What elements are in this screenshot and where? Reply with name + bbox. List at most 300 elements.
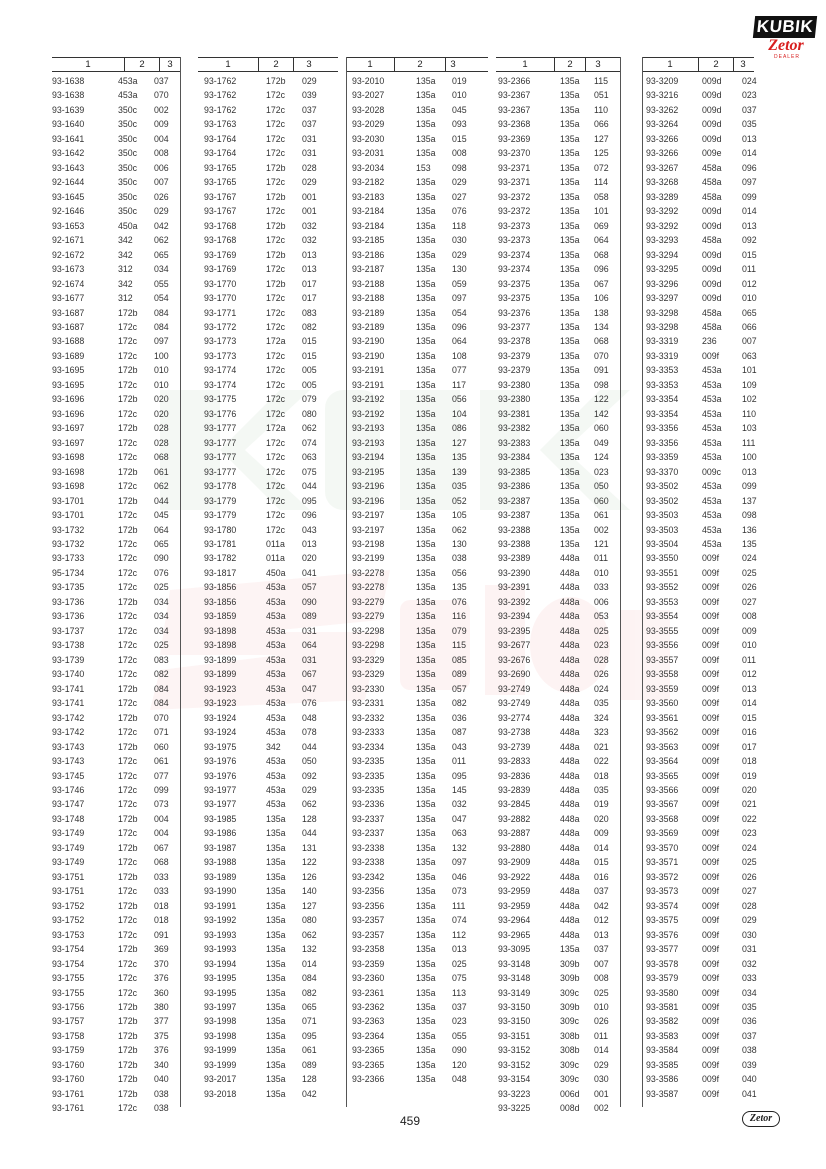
position-ref: 031 bbox=[302, 133, 317, 144]
position-ref: 056 bbox=[452, 394, 467, 405]
part-number: 93-3503 bbox=[646, 524, 679, 535]
position-ref: 096 bbox=[302, 510, 317, 521]
position-ref: 035 bbox=[742, 1002, 757, 1012]
position-ref: 033 bbox=[154, 886, 169, 897]
position-ref: 360 bbox=[154, 987, 169, 998]
part-number: 93-1898 bbox=[204, 640, 237, 651]
part-number: 93-2749 bbox=[498, 683, 531, 694]
part-number: 93-1641 bbox=[52, 133, 85, 144]
part-number: 93-1994 bbox=[204, 958, 237, 969]
figure-ref: 135a bbox=[416, 1074, 436, 1085]
figure-ref: 009f bbox=[702, 698, 720, 709]
position-ref: 032 bbox=[452, 799, 467, 810]
figure-ref: 135a bbox=[416, 524, 436, 535]
part-number: 93-2739 bbox=[498, 741, 531, 752]
position-ref: 135 bbox=[452, 582, 467, 593]
position-ref: 092 bbox=[742, 235, 757, 246]
figure-ref: 135a bbox=[416, 510, 436, 521]
part-number: 93-2189 bbox=[352, 321, 385, 332]
part-number: 93-1742 bbox=[52, 712, 85, 723]
part-number: 93-1993 bbox=[204, 944, 237, 955]
figure-ref: 009f bbox=[702, 654, 720, 665]
position-ref: 023 bbox=[742, 828, 757, 839]
part-number: 93-1696 bbox=[52, 408, 85, 419]
part-number: 93-3551 bbox=[646, 567, 679, 578]
figure-ref: 448a bbox=[560, 828, 580, 839]
position-ref: 010 bbox=[742, 293, 757, 304]
figure-ref: 009d bbox=[702, 249, 722, 260]
figure-ref: 135a bbox=[266, 1045, 286, 1056]
position-ref: 037 bbox=[594, 886, 609, 897]
part-number: 93-2377 bbox=[498, 321, 531, 332]
position-ref: 008 bbox=[154, 148, 169, 159]
column-header bbox=[642, 57, 754, 72]
position-ref: 010 bbox=[154, 379, 169, 390]
position-ref: 065 bbox=[154, 249, 169, 260]
part-number: 93-1774 bbox=[204, 379, 237, 390]
part-number: 93-2362 bbox=[352, 1002, 385, 1012]
position-ref: 377 bbox=[154, 1016, 169, 1027]
part-number: 93-2375 bbox=[498, 293, 531, 304]
part-number: 93-3319 bbox=[646, 350, 679, 361]
figure-ref: 458a bbox=[702, 307, 722, 318]
figure-ref: 009d bbox=[702, 90, 722, 101]
figure-ref: 453a bbox=[702, 481, 722, 492]
part-number: 93-2334 bbox=[352, 741, 385, 752]
figure-ref: 448a bbox=[560, 900, 580, 911]
position-ref: 091 bbox=[594, 365, 609, 376]
part-number: 93-2184 bbox=[352, 220, 385, 231]
position-ref: 091 bbox=[154, 929, 169, 940]
part-number: 93-1993 bbox=[204, 929, 237, 940]
part-number: 93-2192 bbox=[352, 408, 385, 419]
figure-ref: 009f bbox=[702, 553, 720, 564]
figure-ref: 172c bbox=[266, 235, 286, 246]
figure-ref: 342 bbox=[118, 249, 133, 260]
position-ref: 004 bbox=[154, 813, 169, 824]
position-ref: 122 bbox=[302, 857, 317, 868]
position-ref: 075 bbox=[452, 973, 467, 984]
part-number: 93-1856 bbox=[204, 582, 237, 593]
position-ref: 020 bbox=[742, 784, 757, 795]
part-number: 93-2187 bbox=[352, 264, 385, 275]
figure-ref: 309b bbox=[560, 973, 580, 984]
position-ref: 034 bbox=[742, 987, 757, 998]
position-ref: 023 bbox=[742, 90, 757, 101]
column-header bbox=[52, 57, 180, 72]
part-number: 93-1698 bbox=[52, 466, 85, 477]
part-number: 93-1763 bbox=[204, 119, 237, 130]
figure-ref: 135a bbox=[266, 987, 286, 998]
part-number: 93-2185 bbox=[352, 235, 385, 246]
figure-ref: 453a bbox=[118, 76, 138, 86]
part-number: 93-2358 bbox=[352, 944, 385, 955]
part-number: 93-2366 bbox=[498, 76, 531, 86]
part-number: 93-3289 bbox=[646, 191, 679, 202]
part-number: 93-2880 bbox=[498, 842, 531, 853]
figure-ref: 009f bbox=[702, 770, 720, 781]
position-ref: 117 bbox=[452, 379, 467, 390]
position-ref: 111 bbox=[742, 437, 756, 448]
part-number: 93-1643 bbox=[52, 162, 85, 173]
part-number: 93-2017 bbox=[204, 1074, 237, 1085]
position-ref: 063 bbox=[302, 452, 317, 463]
part-number: 93-1742 bbox=[52, 727, 85, 738]
figure-ref: 350c bbox=[118, 104, 138, 115]
figure-ref: 135a bbox=[416, 813, 436, 824]
zetor-logo-text: Zetor bbox=[768, 37, 804, 54]
figure-ref: 172b bbox=[266, 220, 286, 231]
part-number: 93-1697 bbox=[52, 423, 85, 434]
figure-ref: 448a bbox=[560, 741, 580, 752]
position-ref: 324 bbox=[594, 712, 609, 723]
part-number: 93-2375 bbox=[498, 278, 531, 289]
part-number: 93-2028 bbox=[352, 104, 385, 115]
part-number: 93-3356 bbox=[646, 423, 679, 434]
position-ref: 095 bbox=[302, 495, 317, 506]
position-ref: 080 bbox=[302, 408, 317, 419]
part-number: 93-2338 bbox=[352, 842, 385, 853]
position-ref: 062 bbox=[302, 423, 317, 434]
position-ref: 038 bbox=[154, 1088, 169, 1099]
figure-ref: 009f bbox=[702, 727, 720, 738]
position-ref: 035 bbox=[594, 784, 609, 795]
part-number: 93-3370 bbox=[646, 466, 679, 477]
figure-ref: 009f bbox=[702, 1002, 720, 1012]
part-number: 93-3558 bbox=[646, 669, 679, 680]
position-ref: 025 bbox=[742, 567, 757, 578]
figure-ref: 448a bbox=[560, 567, 580, 578]
position-ref: 061 bbox=[154, 756, 169, 767]
position-ref: 029 bbox=[594, 1059, 609, 1070]
part-number: 93-1688 bbox=[52, 336, 85, 347]
position-ref: 042 bbox=[154, 220, 169, 231]
position-ref: 071 bbox=[154, 727, 169, 738]
part-number: 93-1976 bbox=[204, 756, 237, 767]
position-ref: 033 bbox=[594, 582, 609, 593]
part-number: 93-1977 bbox=[204, 799, 237, 810]
part-number: 93-2191 bbox=[352, 365, 385, 376]
part-number: 93-3296 bbox=[646, 278, 679, 289]
position-ref: 079 bbox=[302, 394, 317, 405]
part-number: 93-1751 bbox=[52, 886, 85, 897]
figure-ref: 448a bbox=[560, 770, 580, 781]
figure-ref: 172c bbox=[118, 408, 138, 419]
figure-ref: 172c bbox=[118, 727, 138, 738]
position-ref: 027 bbox=[742, 886, 757, 897]
part-number: 93-3209 bbox=[646, 76, 679, 86]
figure-ref: 009f bbox=[702, 625, 720, 636]
figure-ref: 172c bbox=[266, 466, 286, 477]
position-ref: 083 bbox=[302, 307, 317, 318]
figure-ref: 135a bbox=[266, 842, 286, 853]
part-number: 93-2335 bbox=[352, 784, 385, 795]
part-number: 93-1760 bbox=[52, 1059, 85, 1070]
figure-ref: 009f bbox=[702, 857, 720, 868]
figure-ref: 135a bbox=[560, 321, 580, 332]
part-number: 93-1760 bbox=[52, 1074, 85, 1085]
part-number: 93-1754 bbox=[52, 958, 85, 969]
part-number: 93-1779 bbox=[204, 495, 237, 506]
position-ref: 062 bbox=[154, 481, 169, 492]
position-ref: 026 bbox=[742, 582, 757, 593]
part-number: 93-2959 bbox=[498, 886, 531, 897]
position-ref: 010 bbox=[742, 640, 757, 651]
position-ref: 037 bbox=[742, 1030, 757, 1041]
part-number: 93-1689 bbox=[52, 350, 85, 361]
figure-ref: 172c bbox=[118, 321, 138, 332]
part-number: 93-1749 bbox=[52, 828, 85, 839]
position-ref: 026 bbox=[742, 871, 757, 882]
figure-ref: 135a bbox=[560, 76, 580, 86]
part-number: 93-1768 bbox=[204, 235, 237, 246]
figure-ref: 135a bbox=[266, 958, 286, 969]
position-ref: 114 bbox=[594, 177, 609, 188]
position-ref: 111 bbox=[452, 900, 466, 911]
position-ref: 026 bbox=[594, 669, 609, 680]
figure-ref: 350c bbox=[118, 148, 138, 159]
figure-ref: 172b bbox=[118, 683, 138, 694]
position-ref: 116 bbox=[452, 611, 467, 622]
position-ref: 010 bbox=[154, 365, 169, 376]
figure-ref: 135a bbox=[416, 640, 436, 651]
position-ref: 023 bbox=[594, 466, 609, 477]
part-number: 93-1776 bbox=[204, 408, 237, 419]
dealer-tag: DEALER bbox=[774, 54, 801, 60]
figure-ref: 172b bbox=[118, 871, 138, 882]
part-number: 93-3555 bbox=[646, 625, 679, 636]
figure-ref: 135a bbox=[416, 784, 436, 795]
part-number: 93-2031 bbox=[352, 148, 385, 159]
position-ref: 031 bbox=[302, 654, 317, 665]
position-ref: 139 bbox=[452, 466, 467, 477]
position-ref: 028 bbox=[154, 423, 169, 434]
part-number: 93-2391 bbox=[498, 582, 531, 593]
figure-ref: 308b bbox=[560, 1045, 580, 1056]
part-number: 93-2882 bbox=[498, 813, 531, 824]
position-ref: 096 bbox=[594, 264, 609, 275]
position-ref: 098 bbox=[452, 162, 467, 173]
part-number: 93-2338 bbox=[352, 857, 385, 868]
part-number: 93-3262 bbox=[646, 104, 679, 115]
part-number: 95-1734 bbox=[52, 567, 85, 578]
position-ref: 029 bbox=[452, 249, 467, 260]
figure-ref: 135a bbox=[560, 278, 580, 289]
figure-ref: 448a bbox=[560, 654, 580, 665]
header-figure: 2 bbox=[139, 59, 145, 70]
part-number: 93-2190 bbox=[352, 350, 385, 361]
position-ref: 018 bbox=[742, 756, 757, 767]
part-number: 93-2197 bbox=[352, 510, 385, 521]
position-ref: 066 bbox=[594, 119, 609, 130]
part-number: 93-3560 bbox=[646, 698, 679, 709]
figure-ref: 448a bbox=[560, 640, 580, 651]
figure-ref: 448a bbox=[560, 553, 580, 564]
position-ref: 002 bbox=[594, 524, 609, 535]
position-ref: 104 bbox=[452, 408, 467, 419]
position-ref: 087 bbox=[452, 727, 467, 738]
header-position: 3 bbox=[306, 59, 312, 70]
part-number: 93-2356 bbox=[352, 900, 385, 911]
position-ref: 011 bbox=[742, 264, 757, 275]
figure-ref: 135a bbox=[416, 452, 436, 463]
position-ref: 060 bbox=[594, 423, 609, 434]
figure-ref: 350c bbox=[118, 133, 138, 144]
figure-ref: 135a bbox=[416, 973, 436, 984]
figure-ref: 309c bbox=[560, 1016, 580, 1027]
figure-ref: 453a bbox=[266, 712, 286, 723]
figure-ref: 009d bbox=[702, 133, 722, 144]
figure-ref: 135a bbox=[560, 177, 580, 188]
position-ref: 039 bbox=[742, 1059, 757, 1070]
part-number: 93-1741 bbox=[52, 683, 85, 694]
part-number: 93-1899 bbox=[204, 654, 237, 665]
figure-ref: 135a bbox=[266, 1074, 286, 1085]
position-ref: 084 bbox=[302, 973, 317, 984]
figure-ref: 448a bbox=[560, 813, 580, 824]
part-number: 93-1995 bbox=[204, 973, 237, 984]
figure-ref: 308b bbox=[560, 1030, 580, 1041]
part-number: 93-1762 bbox=[204, 90, 237, 101]
part-number: 93-1764 bbox=[204, 133, 237, 144]
part-number: 93-1856 bbox=[204, 596, 237, 607]
part-number: 93-3567 bbox=[646, 799, 679, 810]
position-ref: 013 bbox=[452, 944, 467, 955]
position-ref: 018 bbox=[154, 900, 169, 911]
figure-ref: 172c bbox=[118, 336, 138, 347]
figure-ref: 135a bbox=[266, 857, 286, 868]
position-ref: 132 bbox=[452, 842, 467, 853]
part-number: 93-2387 bbox=[498, 510, 531, 521]
position-ref: 028 bbox=[154, 437, 169, 448]
position-ref: 056 bbox=[452, 567, 467, 578]
position-ref: 035 bbox=[594, 698, 609, 709]
part-number: 93-2360 bbox=[352, 973, 385, 984]
figure-ref: 135a bbox=[416, 987, 436, 998]
figure-ref: 135a bbox=[560, 191, 580, 202]
position-ref: 045 bbox=[154, 510, 169, 521]
part-number: 93-1687 bbox=[52, 321, 85, 332]
part-number: 93-3298 bbox=[646, 321, 679, 332]
position-ref: 071 bbox=[302, 1016, 317, 1027]
position-ref: 103 bbox=[742, 423, 757, 434]
position-ref: 065 bbox=[302, 1002, 317, 1012]
position-ref: 061 bbox=[154, 466, 169, 477]
figure-ref: 448a bbox=[560, 712, 580, 723]
figure-ref: 172b bbox=[118, 1002, 138, 1012]
part-number: 93-2279 bbox=[352, 596, 385, 607]
part-number: 93-3149 bbox=[498, 987, 531, 998]
position-ref: 010 bbox=[594, 1002, 609, 1012]
position-ref: 002 bbox=[154, 104, 169, 115]
position-ref: 370 bbox=[154, 958, 169, 969]
part-number: 93-1765 bbox=[204, 177, 237, 188]
figure-ref: 172c bbox=[266, 510, 286, 521]
part-number: 93-2194 bbox=[352, 452, 385, 463]
position-ref: 036 bbox=[742, 1016, 757, 1027]
position-ref: 134 bbox=[594, 321, 609, 332]
part-number: 93-1780 bbox=[204, 524, 237, 535]
part-number: 93-2192 bbox=[352, 394, 385, 405]
position-ref: 097 bbox=[452, 293, 467, 304]
position-ref: 128 bbox=[302, 1074, 317, 1085]
figure-ref: 172c bbox=[118, 770, 138, 781]
figure-ref: 135a bbox=[560, 148, 580, 159]
position-ref: 084 bbox=[154, 321, 169, 332]
part-number: 93-3570 bbox=[646, 842, 679, 853]
position-ref: 122 bbox=[594, 394, 609, 405]
position-ref: 052 bbox=[452, 495, 467, 506]
position-ref: 032 bbox=[742, 958, 757, 969]
figure-ref: 009d bbox=[702, 293, 722, 304]
part-number: 93-3223 bbox=[498, 1088, 531, 1099]
part-number: 93-1752 bbox=[52, 915, 85, 926]
figure-ref: 009f bbox=[702, 567, 720, 578]
figure-ref: 172c bbox=[118, 611, 138, 622]
position-ref: 013 bbox=[594, 929, 609, 940]
figure-ref: 172b bbox=[118, 394, 138, 405]
position-ref: 082 bbox=[302, 321, 317, 332]
figure-ref: 135a bbox=[416, 191, 436, 202]
figure-ref: 172b bbox=[118, 900, 138, 911]
position-ref: 033 bbox=[154, 871, 169, 882]
figure-ref: 172b bbox=[118, 466, 138, 477]
part-number: 93-1743 bbox=[52, 756, 85, 767]
figure-ref: 453a bbox=[266, 756, 286, 767]
position-ref: 030 bbox=[594, 1074, 609, 1085]
position-ref: 098 bbox=[594, 379, 609, 390]
figure-ref: 448a bbox=[560, 857, 580, 868]
figure-ref: 342 bbox=[118, 235, 133, 246]
position-ref: 127 bbox=[302, 900, 317, 911]
part-number: 93-2959 bbox=[498, 900, 531, 911]
position-ref: 380 bbox=[154, 1002, 169, 1012]
figure-ref: 135a bbox=[416, 727, 436, 738]
part-number: 93-1752 bbox=[52, 900, 85, 911]
figure-ref: 009f bbox=[702, 944, 720, 955]
figure-ref: 172c bbox=[266, 293, 286, 304]
figure-ref: 009f bbox=[702, 1088, 720, 1099]
figure-ref: 172c bbox=[266, 321, 286, 332]
part-number: 93-1770 bbox=[204, 293, 237, 304]
figure-ref: 172c bbox=[118, 958, 138, 969]
figure-ref: 172c bbox=[118, 437, 138, 448]
figure-ref: 009c bbox=[702, 466, 722, 477]
position-ref: 063 bbox=[742, 350, 757, 361]
figure-ref: 448a bbox=[560, 871, 580, 882]
position-ref: 061 bbox=[594, 510, 609, 521]
part-number: 93-2887 bbox=[498, 828, 531, 839]
position-ref: 037 bbox=[302, 104, 317, 115]
figure-ref: 448a bbox=[560, 582, 580, 593]
position-ref: 096 bbox=[742, 162, 757, 173]
part-number: 93-2188 bbox=[352, 293, 385, 304]
figure-ref: 135a bbox=[416, 278, 436, 289]
figure-ref: 135a bbox=[266, 871, 286, 882]
position-ref: 046 bbox=[452, 871, 467, 882]
figure-ref: 172c bbox=[118, 929, 138, 940]
part-number: 93-2839 bbox=[498, 784, 531, 795]
position-ref: 061 bbox=[302, 1045, 317, 1056]
position-ref: 038 bbox=[452, 553, 467, 564]
part-number: 93-2029 bbox=[352, 119, 385, 130]
figure-ref: 135a bbox=[416, 683, 436, 694]
figure-ref: 236 bbox=[702, 336, 717, 347]
figure-ref: 135a bbox=[560, 452, 580, 463]
part-number: 93-1746 bbox=[52, 784, 85, 795]
figure-ref: 135a bbox=[416, 625, 436, 636]
figure-ref: 448a bbox=[560, 698, 580, 709]
